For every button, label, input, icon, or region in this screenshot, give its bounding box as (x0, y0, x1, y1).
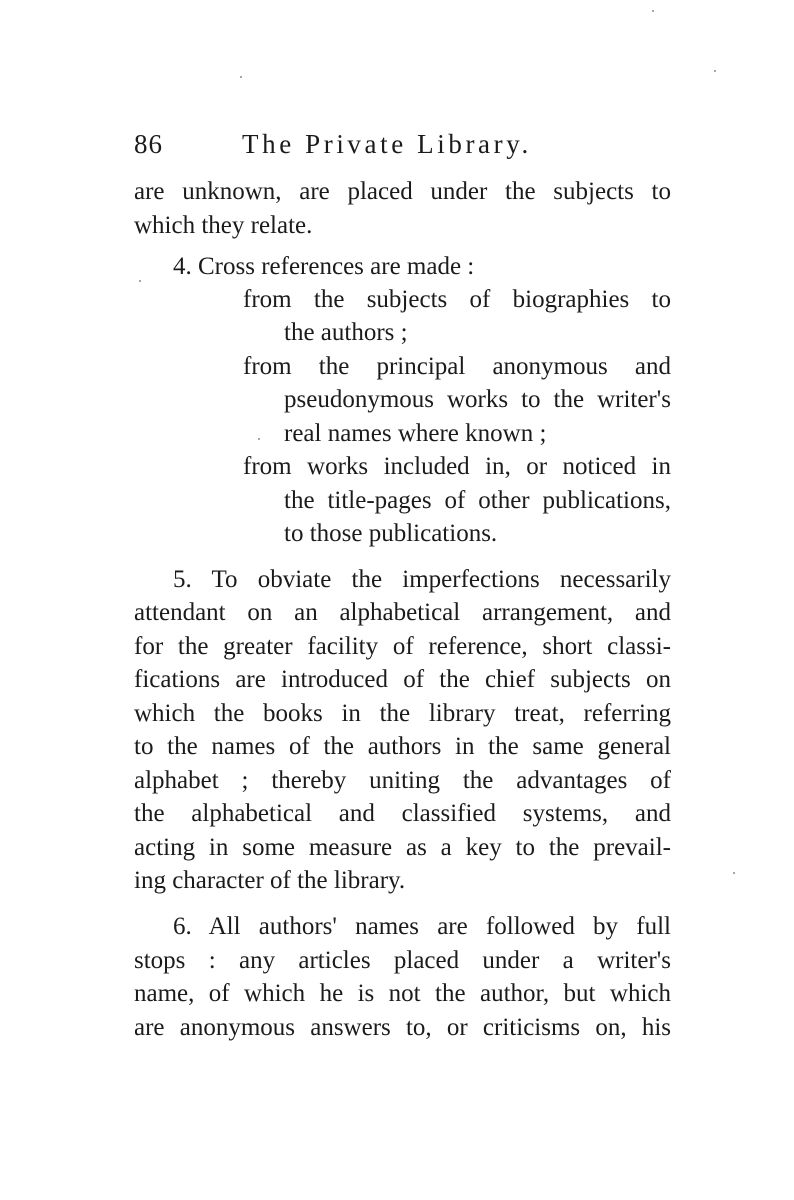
text-line: name, of which he is not the author, but which (134, 980, 671, 1007)
scan-speck (240, 76, 242, 78)
text-line: from works included in, or noticed in (243, 453, 671, 480)
text-line: alphabet ; thereby uniting the advantages of (134, 767, 671, 794)
text-line: 5. To obviate the imperfections necessarily (173, 566, 671, 593)
text-line: stops : any articles placed under a writer's (134, 947, 671, 974)
text-line: 4. Cross references are made : (173, 253, 475, 280)
running-title: The Private Library. (242, 129, 532, 159)
text-line: the alphabetical and classified systems, and (134, 800, 671, 827)
text-line: from the principal anonymous and (243, 353, 671, 380)
text-line: ing character of the library. (134, 867, 406, 894)
scan-speck (258, 438, 260, 440)
text-line: are anonymous answers to, or criticisms on, his (134, 1014, 671, 1041)
scan-speck (714, 70, 716, 72)
text-line: are unknown, are placed under the subjects to (134, 178, 671, 205)
text-line: the title-pages of other publications, (284, 487, 671, 514)
text-line: real names where known ; (284, 420, 547, 447)
text-line: attendant on an alphabetical arrangement, and (134, 599, 671, 626)
text-line: from the subjects of biographies to (243, 286, 671, 313)
text-line: pseudonymous works to the writer's (284, 386, 671, 413)
text-line: to the names of the authors in the same general (134, 733, 671, 760)
scan-speck (652, 10, 654, 12)
text-line: to those publications. (284, 520, 498, 547)
text-line: which they relate. (134, 212, 313, 239)
text-line: the authors ; (284, 319, 408, 346)
text-line: which the books in the library treat, referring (134, 700, 671, 727)
text-line: for the greater facility of reference, short classi- (134, 633, 671, 660)
text-line: 6. All authors' names are followed by full (173, 913, 671, 940)
text-line: acting in some measure as a key to the prevail- (134, 834, 671, 861)
page-header (134, 124, 674, 164)
text-line: fications are introduced of the chief subjects on (134, 666, 671, 693)
scan-speck (733, 872, 735, 874)
page-number: 86 (134, 129, 163, 159)
scan-speck (139, 280, 141, 282)
